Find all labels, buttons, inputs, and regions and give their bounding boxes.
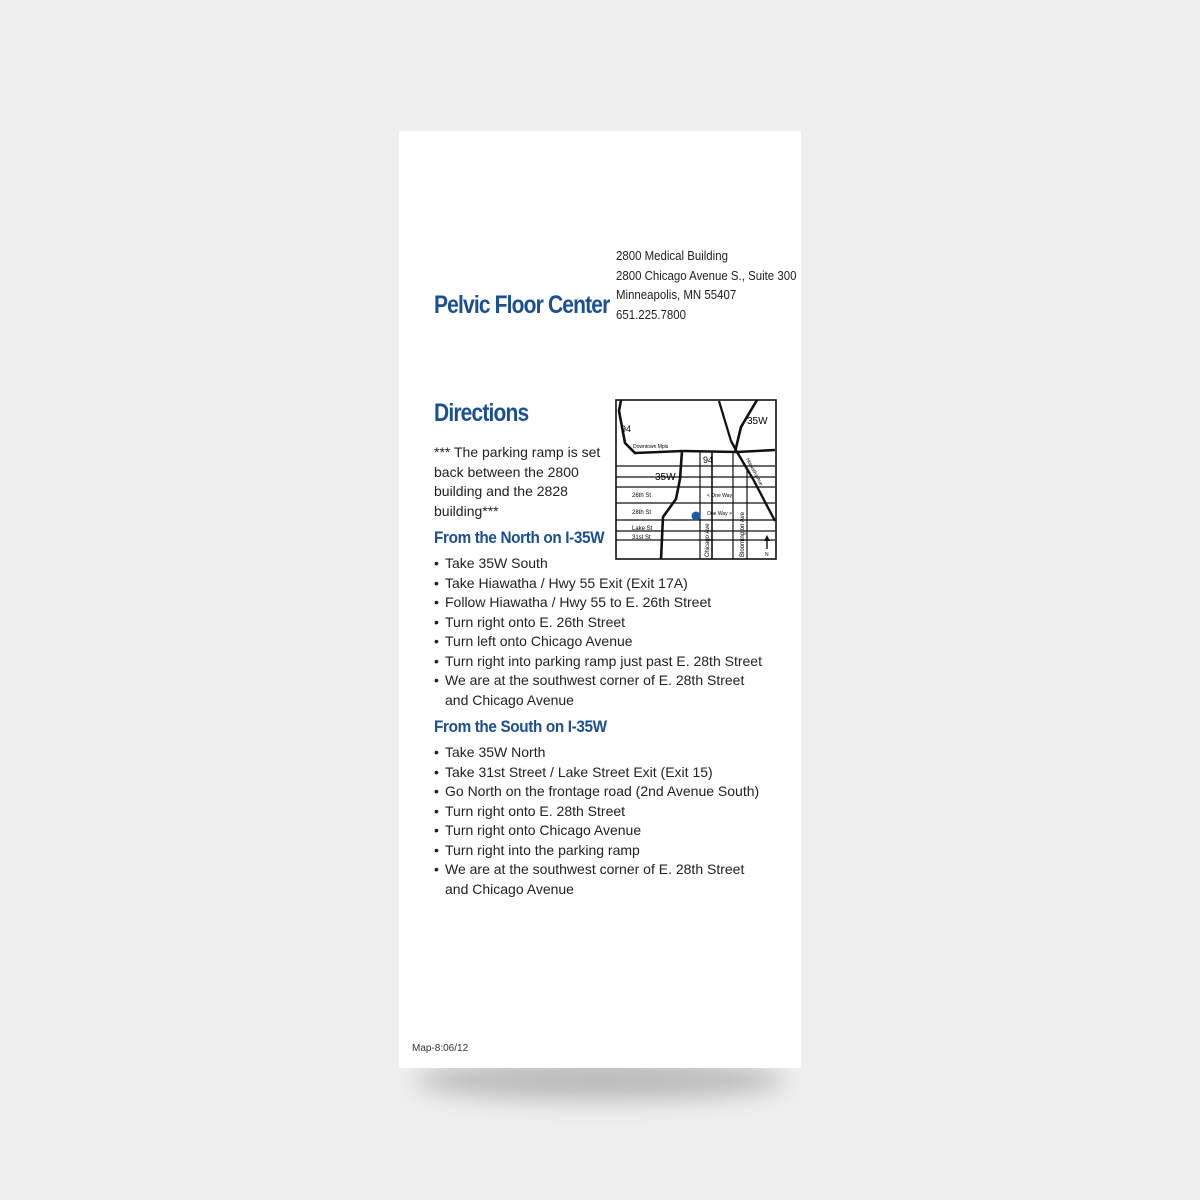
label-one-way-west: < One Way — [707, 493, 732, 499]
list-item: • Take 35W North — [434, 743, 794, 763]
address-line: 2800 Medical Building — [616, 248, 728, 263]
label-31st-st: 31st St — [632, 535, 651, 541]
label-bloomington-ave: Bloomington Ave — [740, 512, 746, 557]
label-one-way-east: One Way > — [707, 511, 732, 517]
label-hiawatha: Hiawatha Ave — [744, 457, 764, 487]
list-item: • Take 35W South — [434, 554, 794, 574]
label-94-west: 94 — [621, 424, 632, 434]
phone-number: 651.225.7800 — [616, 306, 686, 322]
label-35w-center: 35W — [655, 472, 676, 483]
label-28th-st: 28th St — [632, 510, 652, 516]
south-directions-list — [434, 743, 794, 899]
footer-code: Map-8:06/12 — [412, 1043, 469, 1054]
north-directions-heading: From the North on I-35W — [434, 528, 605, 547]
location-map — [615, 399, 777, 560]
location-marker-icon — [692, 512, 701, 521]
label-35w-ne: 35W — [747, 416, 768, 427]
south-directions-heading: From the South on I-35W — [434, 717, 607, 736]
list-item: • Turn right into parking ramp just past E. 28th Street — [434, 652, 794, 672]
north-directions-list — [434, 554, 794, 710]
list-item: • We are at the southwest corner of E. 28th Street and Chicago Avenue — [434, 671, 745, 710]
page-title: Pelvic Floor Center — [434, 291, 610, 319]
parking-note: *** The parking ramp is set back between the 2800 building and the 2828 building*** — [434, 444, 601, 519]
list-item: • Take Hiawatha / Hwy 55 Exit (Exit 17A) — [434, 574, 794, 594]
label-chicago-ave: Chicago Ave — [705, 523, 711, 557]
list-item: • We are at the southwest corner of E. 28th Street and Chicago Avenue — [434, 860, 745, 899]
directions-heading: Directions — [434, 399, 529, 427]
map-graphic — [615, 399, 777, 560]
list-item: • Turn right onto E. 26th Street — [434, 613, 794, 633]
list-item: • Go North on the frontage road (2nd Avenue South) — [434, 782, 794, 802]
list-item: • Turn right onto Chicago Avenue — [434, 821, 794, 841]
label-94-center: 94 — [703, 455, 714, 465]
label-north: N — [765, 552, 769, 558]
brochure-card — [399, 131, 801, 1068]
list-item: • Take 31st Street / Lake Street Exit (Exit 15) — [434, 763, 794, 783]
list-item: • Follow Hiawatha / Hwy 55 to E. 26th Street — [434, 593, 794, 613]
address-line: 2800 Chicago Avenue S., Suite 300 — [616, 267, 797, 283]
address-line: Minneapolis, MN 55407 — [616, 287, 737, 302]
list-item: • Turn right onto E. 28th Street — [434, 802, 794, 822]
label-downtown: Downtown Mpls — [633, 444, 669, 450]
address-block — [616, 246, 796, 324]
list-item: • Turn right into the parking ramp — [434, 841, 794, 861]
label-26th-st: 26th St — [632, 493, 652, 499]
list-item: • Turn left onto Chicago Avenue — [434, 632, 794, 652]
label-lake-st: Lake St — [632, 526, 653, 532]
